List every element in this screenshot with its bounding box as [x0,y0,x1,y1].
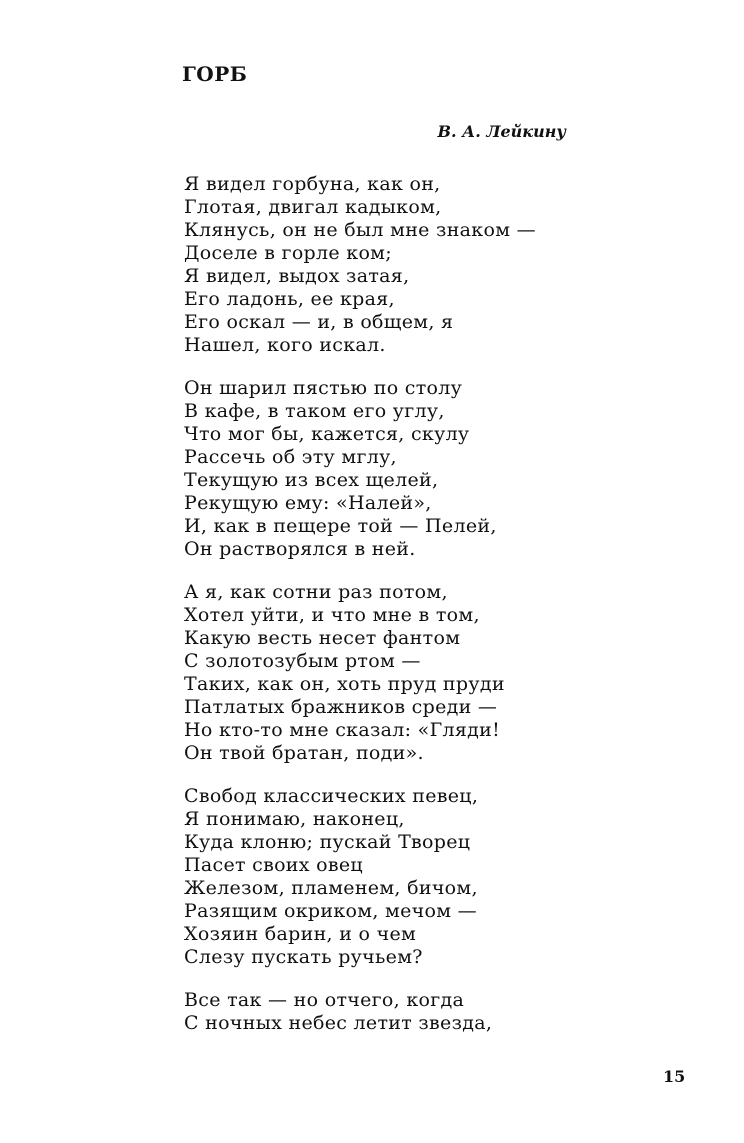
poem-line: Патлатых бражников среди — [184,696,498,718]
poem-line: Свобод классических певец, [184,785,479,807]
poem-line: Его оскал — и, в общем, я [184,311,454,333]
poem-title: ГОРБ [182,62,248,86]
poem-line: Слезу пускать ручьем? [184,946,423,968]
poem-line: Хотел уйти, и что мне в том, [184,604,480,626]
poem-line: Текущую из всех щелей, [184,469,439,491]
poem-line: Какую весть несет фантом [184,627,461,649]
poem-line: Хозяин барин, и о чем [184,923,417,945]
stanza [184,581,704,765]
poem-line: Глотая, двигал кадыком, [184,196,442,218]
poem-body [184,173,704,1055]
page-number: 15 [663,1067,686,1086]
poem-line: С ночных небес летит звезда, [184,1012,493,1034]
poem-line: Все так — но отчего, когда [184,989,465,1011]
poem-line: Его ладонь, ее края, [184,288,395,310]
poem-line: Клянусь, он не был мне знаком — [184,219,536,241]
poem-line: Он растворялся в ней. [184,538,416,560]
poem-line: Он твой братан, поди». [184,742,424,764]
stanza [184,377,704,561]
poem-line: Нашел, кого искал. [184,334,386,356]
poem-line: А я, как сотни раз потом, [184,581,448,603]
poem-line: Доселе в горле ком; [184,242,392,264]
poem-line: Железом, пламенем, бичом, [184,877,478,899]
dedication: В. А. Лейкину [437,122,566,141]
poem-line: Что мог бы, кажется, скулу [184,423,470,445]
poem-line: Но кто-то мне сказал: «Гляди! [184,719,501,741]
poem-line: В кафе, в таком его углу, [184,400,445,422]
poem-line: Куда клоню; пускай Творец [184,831,471,853]
stanza [184,785,704,969]
poem-line: Рекущую ему: «Налей», [184,492,432,514]
poem-line: Таких, как он, хоть пруд пруди [184,673,505,695]
poem-line: И, как в пещере той — Пелей, [184,515,497,537]
poem-line: Рассечь об эту мглу, [184,446,397,468]
poem-line: Пасет своих овец [184,854,363,876]
poem-line: Я видел, выдох затая, [184,265,410,287]
poem-line: Он шарил пястью по столу [184,377,463,399]
stanza [184,173,704,357]
poem-line: Разящим окриком, мечом — [184,900,477,922]
poem-line: Я понимаю, наконец, [184,808,405,830]
stanza [184,989,704,1035]
poem-line: С золотозубым ртом — [184,650,421,672]
poem-line: Я видел горбуна, как он, [184,173,441,195]
